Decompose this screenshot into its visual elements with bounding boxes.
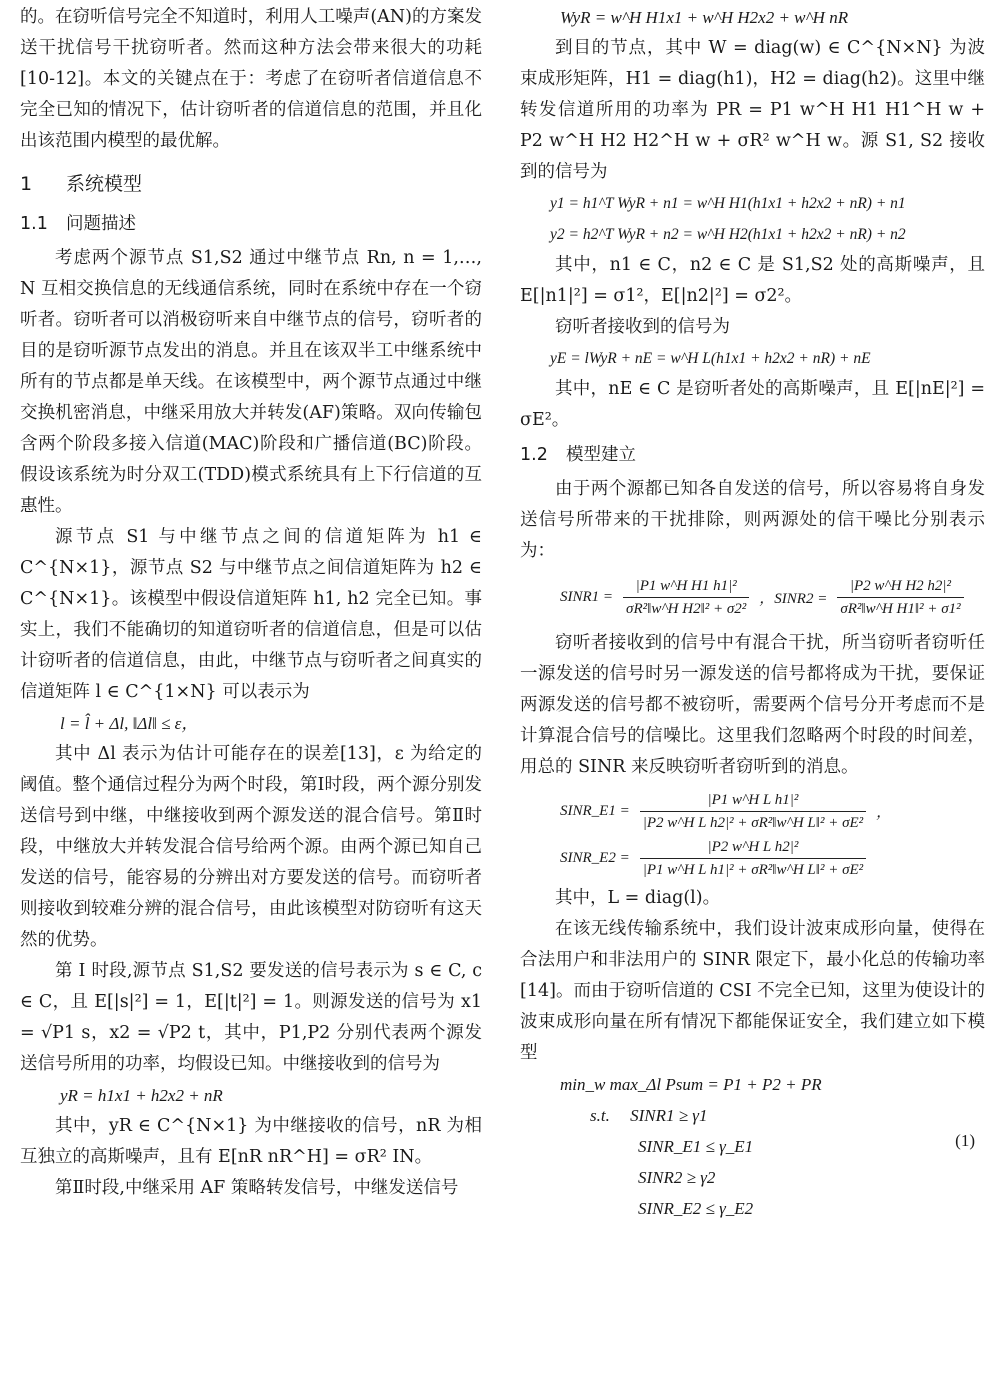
sinrE2-denominator: |P1 w^H L h1|² + σR²‖w^H L‖² + σE² (640, 858, 866, 881)
equation-yR: yR = h1x1 + h2x2 + nR (60, 1086, 223, 1105)
constraint-sinr1: SINR1 ≥ γ1 (630, 1106, 708, 1125)
subsection-number: 1.2 (520, 445, 548, 465)
equation-l: l = l̂ + Δl, ‖Δl‖ ≤ ε， (60, 714, 199, 733)
paragraph: 考虑两个源节点 S1,S2 通过中继节点 Rn, n = 1,…, N 互相交换信息的无线通信系统，同时在系统中存在一个窃听者。窃听者可以消极窃听来自中继节点的信号，窃听者的目的是窃听源节点发出的消息。并且在该双半工中继系统中所有的节点都是单天线。在该模型中，两个源节点通过中继交换机密消息，中继采用放大并转发(AF)策略。双向传输包含两个阶段多接入信道(MAC)阶段和广播信道(BC)阶段。假设该系统为时分双工(TDD)模式系统具有上下行信道的互惠性。 (20, 248, 482, 516)
subsection-number: 1.1 (20, 214, 48, 234)
subject-to-label: s.t. (590, 1106, 610, 1125)
paragraph: 源节点 S1 与中继节点之间的信道矩阵为 h1 ∈ C^{N×1}，源节点 S2 与中继节点之间信道矩阵为 h2 ∈ C^{N×1}。该模型中假设信道矩阵 h1, h2 完全已知。事实上，我们不能确切的知道窃听者的信道信息，但是可以估计窃听者的信道信息，由此，中继节点与窃听者之间真实的信道矩阵 l ∈ C^{1×N} 可以表示为 (20, 527, 482, 702)
constraint-sinrE1: SINR_E1 ≤ γ_E1 (638, 1137, 754, 1156)
equation-sinr-sources (560, 575, 985, 620)
sinr2-label: ，SINR2 = (759, 591, 828, 607)
sinrE1-denominator: |P2 w^H L h2|² + σR²‖w^H L‖² + σE² (640, 811, 866, 834)
section-heading (20, 169, 482, 199)
constraint-sinrE2: SINR_E2 ≤ γ_E2 (638, 1199, 754, 1218)
sinr2-fraction (837, 575, 963, 620)
sinrE1-numerator: |P1 w^H L h1|² (707, 792, 799, 808)
sinr2-numerator: |P2 w^H H2 h2|² (849, 578, 952, 594)
paragraph: 其中，L = diag(l)。 (555, 888, 721, 908)
left-column (20, 0, 482, 1204)
sinrE1-fraction (640, 789, 866, 834)
sinr1-fraction (623, 575, 749, 620)
paragraph: 由于两个源都已知各自发送的信号，所以容易将自身发送信号所带来的干扰排除，则两源处的信干噪比分别表示为： (520, 479, 985, 561)
subsection-heading-2 (520, 440, 985, 470)
optimization-problem (520, 1069, 985, 1224)
paragraph: 其中 Δl 表示为估计可能存在的误差[13]，ε 为给定的阈值。整个通信过程分为两个时段，第Ⅰ时段，两个源分别发送信号到中继，中继接收到两个源发送的混合信号。第Ⅱ时段，中继放大并转发混合信号给两个源。由两个源已知自己发送的信号，能容易的分辨出对方要发送的信号。而窃听者则接收到较难分辨的混合信号，由此该模型对防窃听有这天然的优势。 (20, 744, 482, 950)
subsection-title: 模型建立 (566, 445, 636, 465)
sinrE2-numerator: |P2 w^H L h2|² (707, 839, 799, 855)
paragraph: 第 Ⅰ 时段,源节点 S1,S2 要发送的信号表示为 s ∈ C, c ∈ C，且 E[|s|²] = 1，E[|t|²] = 1。则源发送的信号为 x1 = √P1 s，x2 = √P2 t，其中，P1,P2 分别代表两个源发送信号所用的功率，均假设已知。中继接收到的信号为 (20, 961, 482, 1074)
paragraph: 其中，n1 ∈ C，n2 ∈ C 是 S1,S2 处的高斯噪声，且 E[|n1|²] = σ1²，E[|n2|²] = σ2²。 (520, 255, 985, 306)
equation-yE: yE = lWyR + nE = w^H L(h1x1 + h2x2 + nR) + nE (550, 350, 871, 367)
equation-sinr-e1 (560, 789, 985, 834)
subsection-heading-1 (20, 209, 482, 239)
sinr2-denominator: σR²‖w^H H1‖² + σ1² (837, 597, 963, 620)
paragraph: 在该无线传输系统中，我们设计波束成形向量，使得在合法用户和非法用户的 SINR 限定下，最小化总的传输功率[14]。而由于窃听信道的 CSI 不完全已知，这里为使设计的波束成形向量在所有情况下都能保证安全，我们建立如下模型 (520, 919, 985, 1063)
paragraph: 窃听者接收到的信号为 (555, 317, 730, 337)
paragraph: 其中，yR ∈ C^{N×1} 为中继接收的信号，nR 为相互独立的高斯噪声，且有 E[nR nR^H] = σR² IN。 (20, 1116, 482, 1167)
section-number: 1 (20, 173, 33, 195)
sinr1-denominator: σR²‖w^H H2‖² + σ2² (623, 597, 749, 620)
constraint-row-1 (520, 1100, 985, 1131)
paragraph: 到目的节点，其中 W = diag(w) ∈ C^{N×N} 为波束成形矩阵，H1 = diag(h1)，H2 = diag(h2)。这里中继转发信道所用的功率为 PR = P1 w^H H1 H1^H w + P2 w^H H2 H2^H w + σR² w^H w。源 S1, S2 接收到的信号为 (520, 38, 985, 182)
sinrE2-label: SINR_E2 = (560, 850, 630, 866)
intro-paragraph: 的。在窃听信号完全不知道时，利用人工噪声(AN)的方案发送干扰信号干扰窃听者。然而这种方法会带来很大的功耗[10-12]。本文的关键点在于：考虑了在窃听者信道信息不完全已知的情况下，估计窃听者的信道信息的范围，并且化出该范围内模型的最优解。 (20, 7, 482, 151)
right-column (520, 0, 985, 1224)
sinr1-label: SINR1 = (560, 589, 614, 605)
objective: min_w max_Δl Psum = P1 + P2 + PR (560, 1075, 822, 1094)
equation-y2: y2 = h2^T WyR + n2 = w^H H2(h1x1 + h2x2 + nR) + n2 (550, 226, 906, 243)
sinrE1-label: SINR_E1 = (560, 803, 630, 819)
equation-sinr-e2 (560, 836, 985, 881)
subsection-title: 问题描述 (66, 214, 136, 234)
equation-number: (1) (955, 1131, 975, 1150)
sinrE2-fraction (640, 836, 866, 881)
section-title: 系统模型 (66, 173, 143, 195)
equation-y1: y1 = h1^T WyR + n1 = w^H H1(h1x1 + h2x2 + nR) + n1 (550, 195, 906, 212)
equation-WyR: WyR = w^H H1x1 + w^H H2x2 + w^H nR (560, 8, 849, 27)
sinr1-numerator: |P1 w^H H1 h1|² (635, 578, 737, 594)
constraint-sinr2: SINR2 ≥ γ2 (638, 1168, 716, 1187)
paragraph: 第Ⅱ时段,中继采用 AF 策略转发信号，中继发送信号 (55, 1178, 459, 1198)
paragraph: 窃听者接收到的信号中有混合干扰，所当窃听者窃听任一源发送的信号时另一源发送的信号都将成为干扰，要保证两源发送的信号都不被窃听，需要两个信号分开考虑而不是计算混合信号的信噪比。这里我们忽略两个时段的时间差，用总的 SINR 来反映窃听者窃听到的消息。 (520, 633, 985, 777)
paragraph: 其中，nE ∈ C 是窃听者处的高斯噪声，且 E[|nE|²] = σE²。 (520, 379, 985, 430)
sinrE1-tail: ， (876, 805, 892, 821)
